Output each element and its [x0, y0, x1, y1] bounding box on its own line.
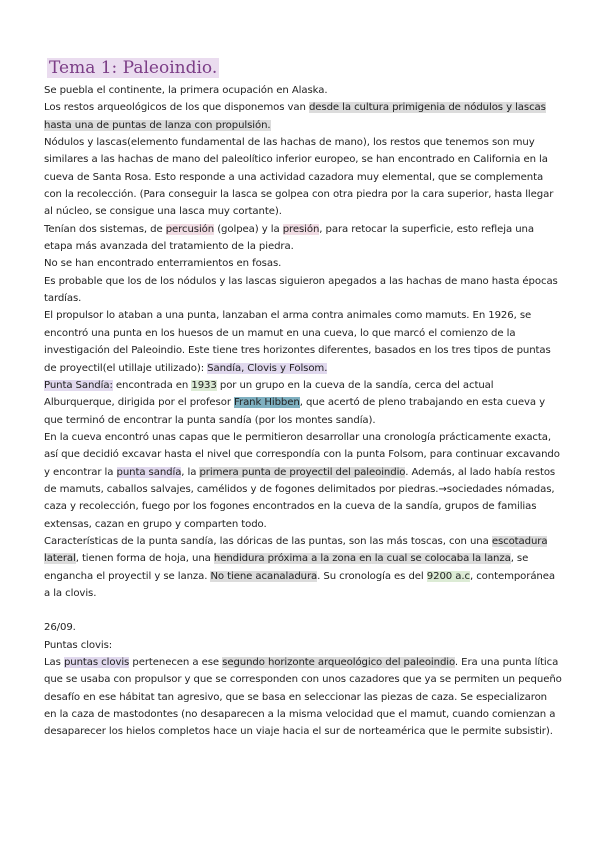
text: , se engancha el proyectil y se lanza. [44, 553, 529, 582]
text: . Su cronología es del [317, 570, 427, 582]
highlight-pink: presión [282, 223, 320, 235]
highlight-teal: Frank Hibben [234, 397, 300, 409]
highlight-gray: No tiene acanaladura [210, 570, 318, 582]
text: , contemporánea a la clovis. [44, 570, 555, 599]
text: . Además, al lado había restos de mamuts, caballos salvajes, camélidos y de fogones delimitados por piedras.→sociedades nómadas, caza y recolección, fuego por los fogones encontrados en la cueva de la sandía, grupos de familias extensas, cazan en grupo y comparten todo. [44, 466, 556, 530]
paragraph-2 [44, 99, 562, 134]
document-page [44, 58, 562, 741]
highlight-gray: segundo horizonte arqueológico del paleoindio [222, 657, 455, 668]
date-heading: 26/09. [44, 622, 76, 634]
page-title: Tema 1: Paleoindio. [49, 58, 218, 78]
paragraph-8 [44, 377, 562, 429]
text: pertenecen a ese [129, 657, 223, 668]
highlight-gray: desde la cultura primigenia de nódulos y lascas hasta una de puntas de lanza con propulsión. [44, 102, 546, 131]
document-body [44, 82, 562, 741]
paragraph-6: Es probable que los de los nódulos y las lascas siguieron apegados a las hachas de mano hasta épocas tardías. [44, 275, 558, 305]
text: . Era una punta lítica que se usaba con propulsor y que se corresponden con unos cazadores que ya se permiten un pequeño desafío en ese hábitat tan agresivo, que se basa en seleccionar las piezas de caza. Se especializaron en la caza de mastodontes (no desaparecen a la misma velocidad que el mamut, cuando comienzan a desaparecer los hielos completos hace un viaje hacia el sur de norteamérica que le permite subsistir). [44, 657, 562, 738]
highlight-gray: hendidura próxima a la zona en la cual se colocaba la lanza [213, 553, 511, 565]
text: Las [44, 657, 64, 668]
text: , la [181, 466, 200, 478]
highlight-pink: percusión [165, 223, 215, 235]
text: , que acertó de pleno trabajando en esta cueva y que terminó de encontrar la punta sandía (por los montes sandía). [44, 397, 545, 426]
paragraph-7 [44, 307, 562, 376]
paragraph-1: Se puebla el continente, la primera ocupación en Alaska. [44, 85, 328, 96]
blank-line [44, 602, 562, 619]
text: por un grupo en la cueva de la sandía, cerca del actual Alburquerque, dirigida por el profesor [44, 379, 494, 409]
highlight-green: 9200 a.c [426, 570, 470, 582]
text: El propulsor lo ataban a una punta, lanzaban el arma contra animales como mamuts. En 1926, se encontró una punta en los huesos de un mamut en una cueva, lo que marcó el comienzo de la investigación del Paleoindio. Este tiene tres horizontes diferentes, basados en los tres tipos de puntas de proyectil(el utillaje utilizado): [44, 310, 551, 374]
text: En la cueva encontró unas capas que le permitieron desarrollar una cronología prácticamente exacta, así que decidió excavar hasta el nivel que correspondía con la punta Folsom, para continuar excavando y encontrar la [44, 431, 560, 478]
highlight-gray: primera punta de proyectil del paleoindio [199, 466, 406, 478]
text: , tienen forma de hoja, una [75, 553, 214, 565]
text: Tenían dos sistemas, de [44, 223, 166, 235]
highlight-purple: puntas clovis [63, 657, 130, 668]
highlight-purple: Sandía, Clovis y Folsom. [207, 362, 328, 374]
section-heading: Puntas clovis: [44, 639, 113, 651]
text: encontrada en [112, 379, 192, 391]
highlight-purple: punta sandía [116, 466, 182, 478]
highlight-gray: escotadura lateral [44, 535, 548, 565]
text: (golpea) y la [214, 223, 283, 235]
paragraph-3: Nódulos y lascas(elemento fundamental de las hachas de mano), los restos que tenemos son muy similares a las hachas de mano del paleolítico inferior europeo, se han encontrado en California en la cueva de Santa Rosa. Esto responde a una actividad cazadora muy elemental, que se complementa con la recolección. (Para conseguir la lasca se golpea con otra piedra por la cara superior, hasta llegar al núcleo, se consigue una lasca muy cortante). [44, 137, 554, 218]
highlight-green: 1933 [191, 379, 217, 391]
paragraph-9 [44, 429, 562, 533]
text: Los restos arqueológicos de los que disponemos van [44, 102, 309, 114]
paragraph-10 [44, 533, 562, 602]
highlight-purple: Punta Sandía: [44, 379, 113, 391]
text: Características de la punta sandía, las dóricas de las puntas, son las más toscas, con una [44, 535, 492, 547]
paragraph-5: No se han encontrado enterramientos en fosas. [44, 258, 282, 270]
text: , para retocar la superficie, esto refleja una etapa más avanzada del tratamiento de la piedra. [44, 223, 534, 253]
paragraph-12 [44, 654, 562, 741]
paragraph-4 [44, 221, 562, 256]
